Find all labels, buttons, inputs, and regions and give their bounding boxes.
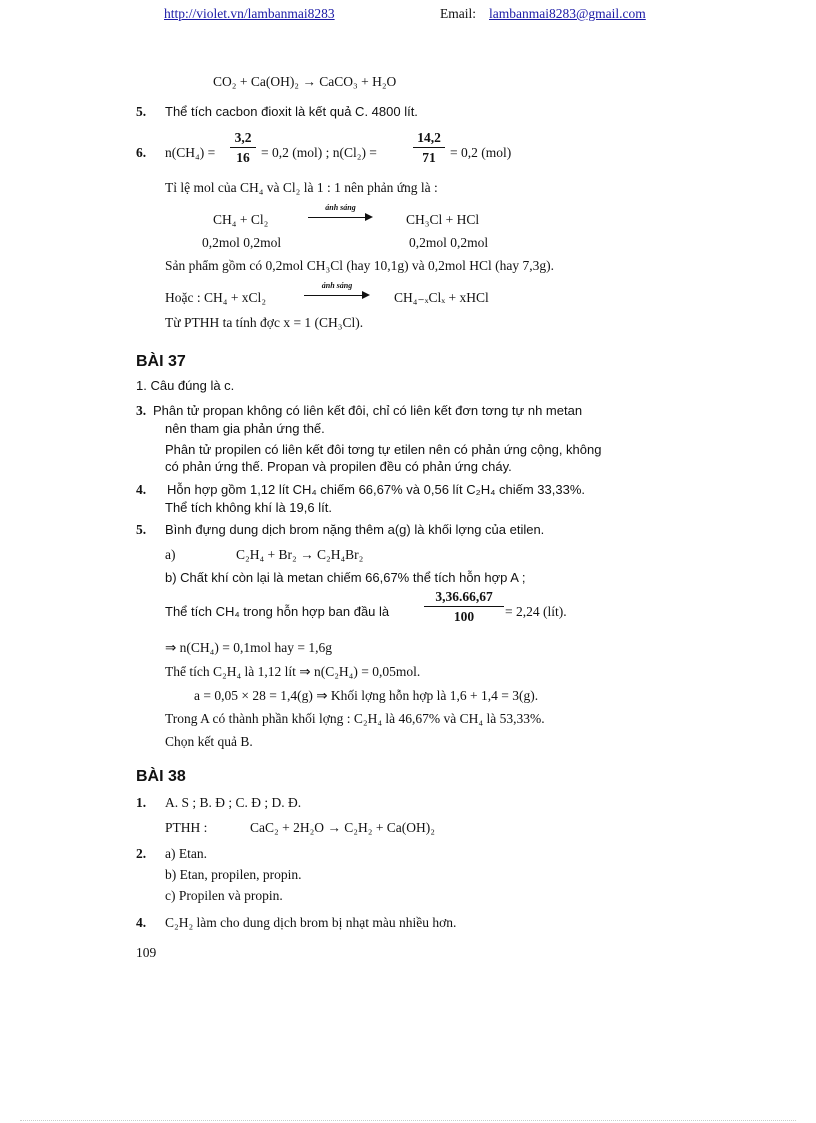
bai37-answer-1: 1. Câu đúng là c. [136,378,235,393]
fraction-ch4 [230,130,256,166]
item-number: 5. [136,104,147,119]
section-title-bai-38: BÀI 38 [136,768,186,785]
alt-reaction-reactants: Hoặc : CH₄ + xCl₂ [165,290,267,305]
bai37-volume-text: Thể tích CH₄ trong hỗn hợp ban đầu là [165,604,390,619]
item-number: 1. [136,795,147,810]
reaction-arrow [308,205,373,221]
equation-co2: CO₂ + Ca(OH)₂ → CaCO₃ + H₂O [213,74,397,89]
page-number: 109 [136,945,157,960]
bai38-answer-2c: c) Propilen và propin. [165,888,283,903]
bai37-answer-5-intro: Bình đựng dung dịch brom nặng thêm a(g) là khối lợng của etilen. [165,522,545,537]
fraction-numerator: 14,2 [413,130,445,148]
pthh-label: PTHH : [165,820,208,835]
ethylene-volume: Thể tích C₂H₄ là 1,12 lít ⇒ n(C₂H₄) = 0,05mol. [165,664,421,679]
bai38-answer-2a: a) Etan. [165,846,207,861]
item-number: 4. [136,915,147,930]
reaction-products: CH₃Cl + HCl [406,212,480,227]
reactant-moles: 0,2mol 0,2mol [202,235,282,250]
equation-ethylene-bromine: C₂H₄ + Br₂ → C₂H₄Br₂ [236,547,364,562]
bai37-answer-5b: b) Chất khí còn lại là metan chiếm 66,67% thể tích hỗn hợp A ; [165,570,526,585]
fraction-denominator: 71 [422,150,436,165]
sub-label: a) [165,547,176,562]
volume-result: = 2,24 (lít). [505,604,567,619]
header-url[interactable]: http://violet.vn/lambanmai8283 [164,6,335,21]
product-moles: 0,2mol 0,2mol [409,235,489,250]
mol-result: = 0,2 (mol) [450,145,512,160]
bai37-answer-4-line1: Hỗn hợp gồm 1,12 lít CH₄ chiếm 66,67% và 0,56 lít C₂H₄ chiếm 33,33%. [167,482,585,497]
mol-ch4-label: n(CH₄) = [165,145,216,160]
pthh-result: Từ PTHH ta tính đợc x = 1 (CH₃Cl). [165,315,364,330]
item-number: 6. [136,145,147,160]
bai38-answer-4: C₂H₂ làm cho dung dịch brom bị nhạt màu nhiều hơn. [165,915,457,930]
page-bottom-divider [20,1120,796,1121]
alt-reaction-products: CH₄₋ₓClₓ + xHCl [394,290,489,305]
bai38-answer-2b: b) Etan, propilen, propin. [165,867,302,882]
fraction-denominator: 100 [453,609,475,624]
bai37-answer-3-line3: Phân tử propilen có liên kết đôi tơng tự etilen nên có phản ứng cộng, không [165,442,602,457]
arrow-condition: ánh sáng [325,203,356,212]
fraction-denominator: 16 [236,150,250,165]
bai37-answer-3-line1: Phân tử propan không có liên kết đôi, chỉ có liên kết đơn tơng tự nh metan [153,403,583,418]
fraction-numerator: 3,36.66,67 [424,589,504,607]
answer-5: Thể tích cacbon đioxit là kết quả C. 4800 lít. [165,104,418,119]
header-email[interactable]: lambanmai8283@gmail.com [489,6,646,21]
arrow-condition: ánh sáng [321,281,353,290]
reaction-reactants: CH₄ + Cl₂ [213,212,269,227]
header-email-label: Email: [440,6,476,21]
bai37-answer-3-line4: có phản ứng thế. Propan và propilen đều có phản ứng cháy. [165,459,512,474]
mass-calc: a = 0,05 × 28 = 1,4(g) ⇒ Khối lợng hỗn hợp là 1,6 + 1,4 = 3(g). [194,688,539,703]
fraction-volume [424,589,504,625]
item-number: 3. [136,403,147,418]
choose-answer: Chọn kết quả B. [165,734,253,749]
bai37-answer-3-line2: nên tham gia phản ứng thế. [165,421,325,436]
item-number: 2. [136,846,147,861]
bai38-answer-1: A. S ; B. Đ ; C. Đ ; D. Đ. [165,795,302,810]
section-title-bai-37: BÀI 37 [136,353,186,370]
mass-composition: Trong A có thành phần khối lợng : C₂H₄ là 46,67% và CH₄ là 53,33%. [165,711,545,726]
ratio-text: Tỉ lệ mol của CH₄ và Cl₂ là 1 : 1 nên phản ứng là : [165,180,438,195]
bai37-answer-4-line2: Thể tích không khí là 19,6 lít. [165,500,332,515]
product-summary: Sản phẩm gồm có 0,2mol CH₃Cl (hay 10,1g) và 0,2mol HCl (hay 7,3g). [165,258,555,273]
item-number: 5. [136,522,147,537]
mol-cl2-label: = 0,2 (mol) ; n(Cl₂) = [261,145,377,160]
mol-ch4-result: ⇒ n(CH₄) = 0,1mol hay = 1,6g [165,640,332,655]
fraction-numerator: 3,2 [230,130,256,148]
item-number: 4. [136,482,147,497]
fraction-cl2 [413,130,445,166]
equation-acetylene: CaC₂ + 2H₂O → C₂H₂ + Ca(OH)₂ [250,820,435,835]
reaction-arrow [304,283,370,299]
